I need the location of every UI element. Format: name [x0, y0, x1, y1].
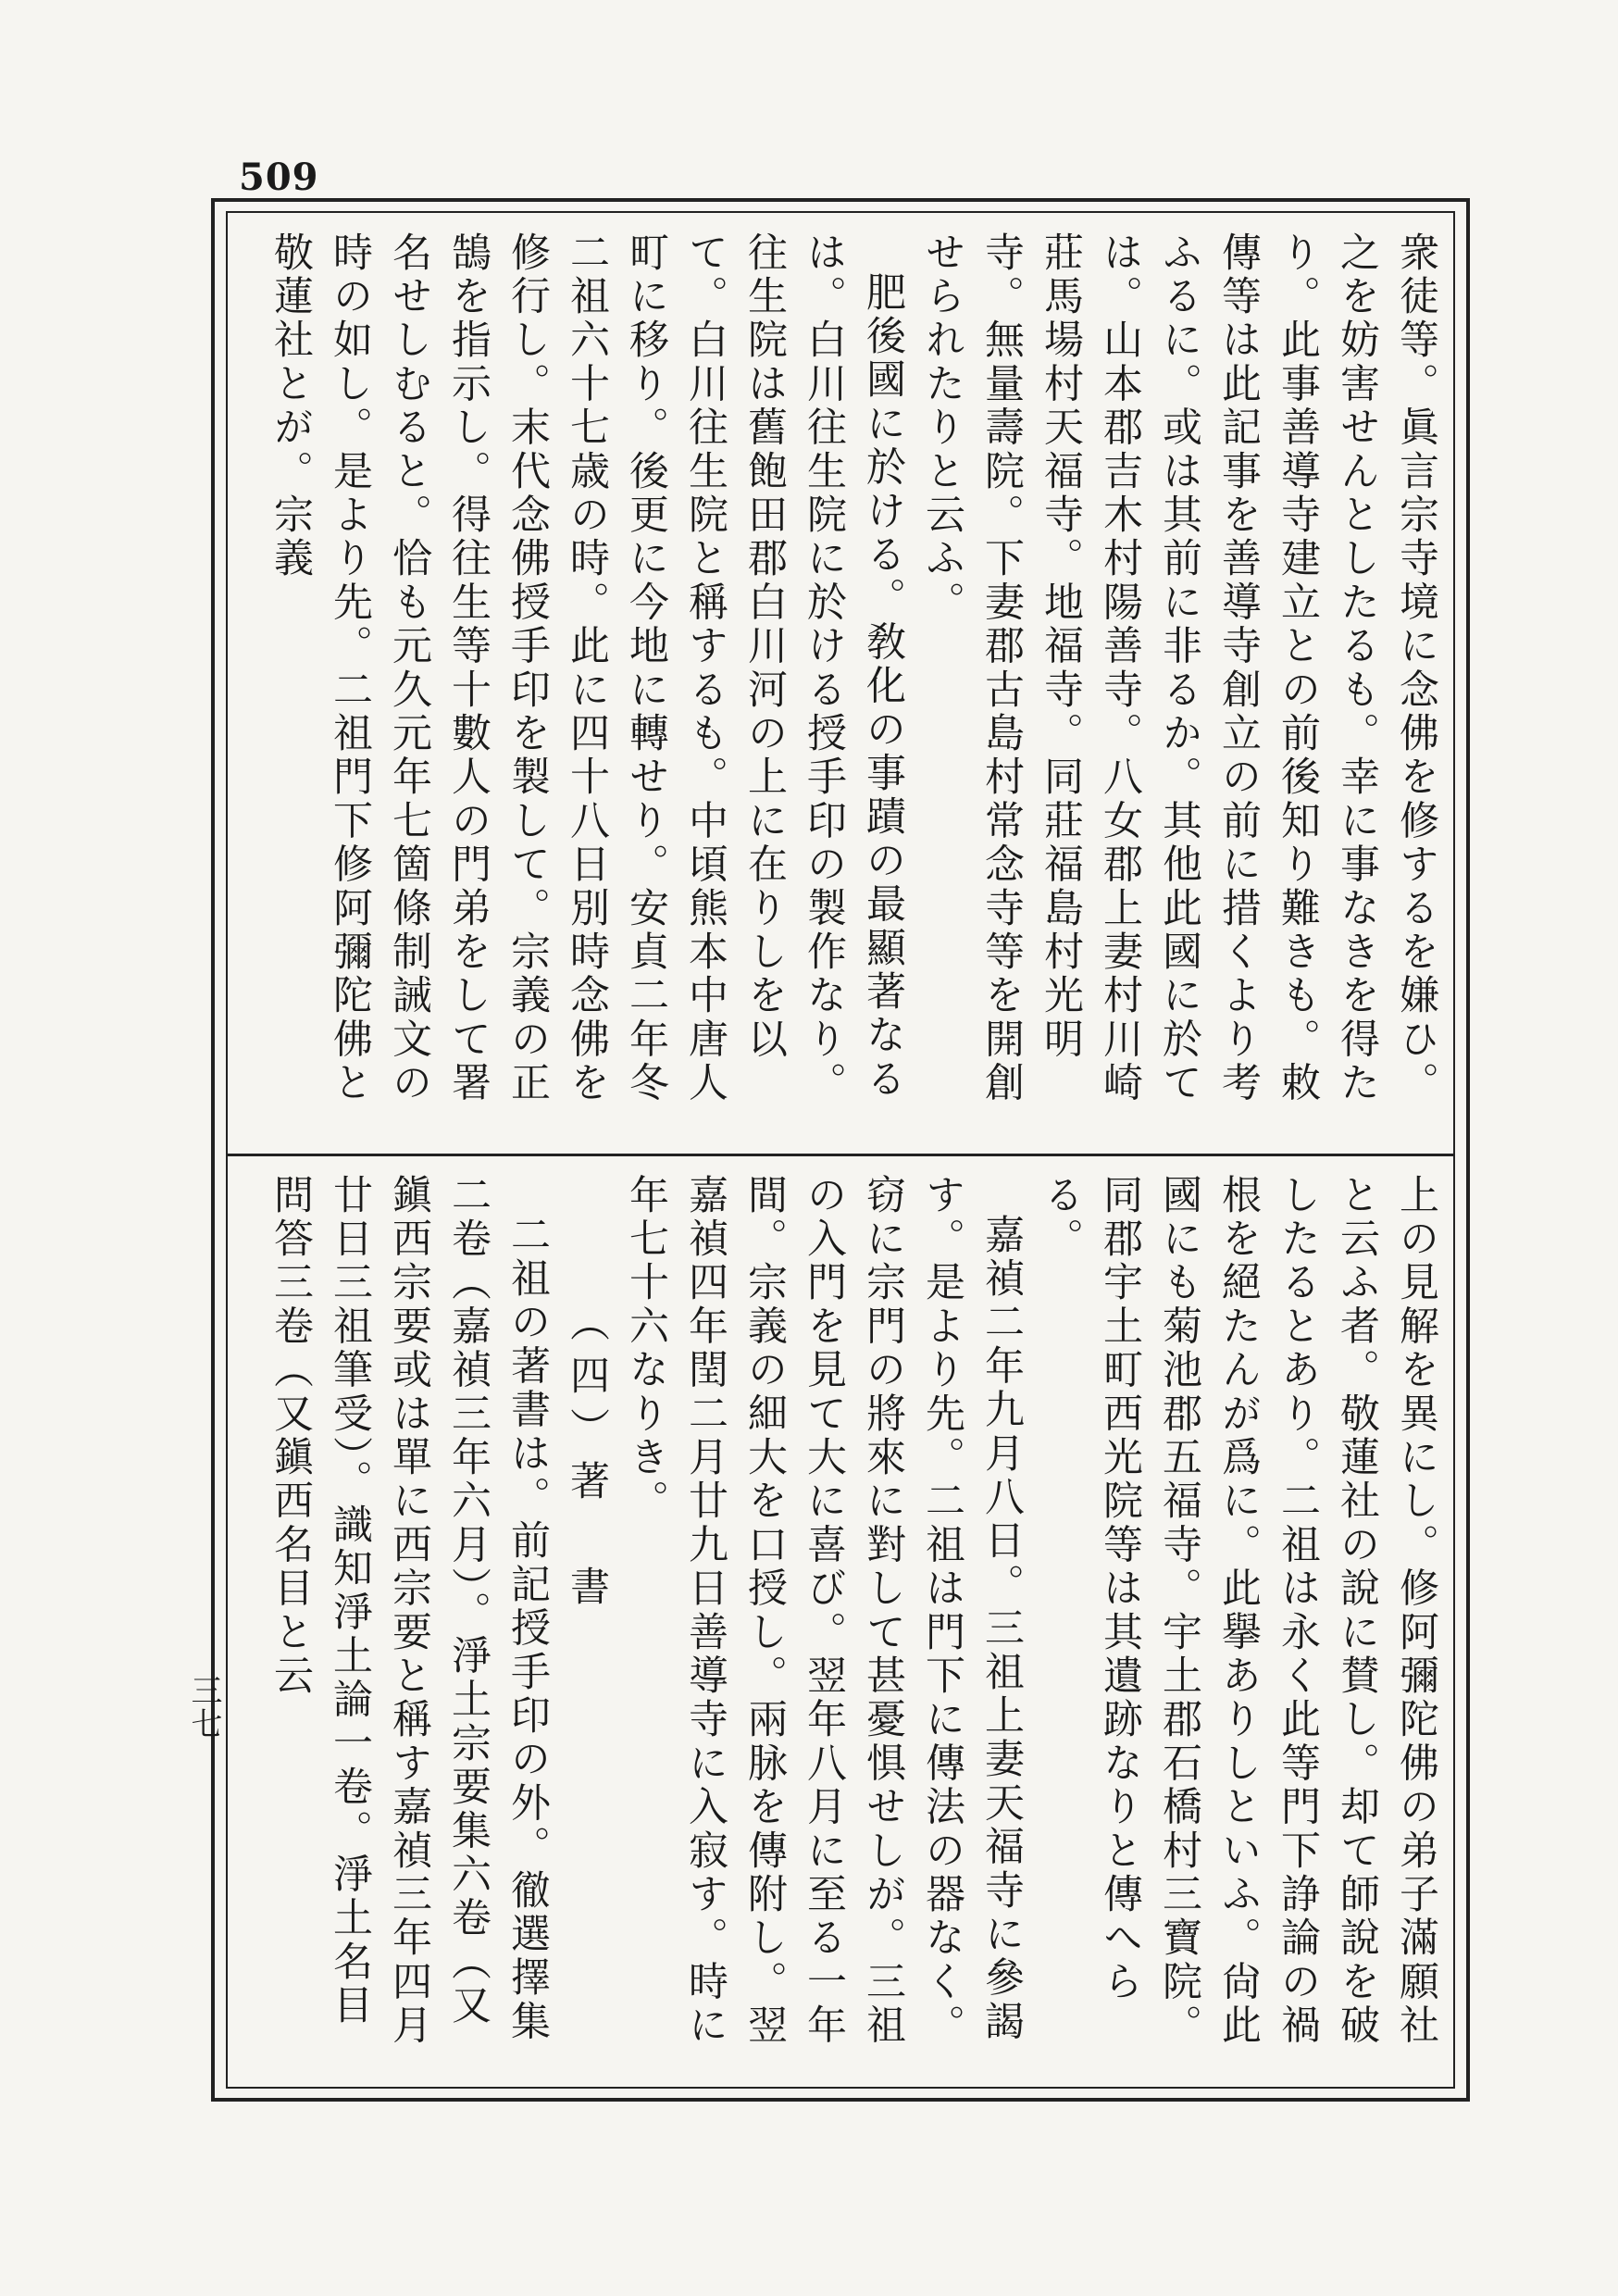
section-heading-writings: （四）著 書: [564, 1301, 610, 1618]
bottom-section: [248, 1174, 1446, 2067]
paragraph-chikugo: 衆徒等。眞言宗寺境に念佛を修するを嫌ひ。之を妨害せんとしたるも。幸に事なきを得たり。此事善導寺建立との前後知り難きも。敕傳等は此記事を善導寺創立の前に措くより考ふるに。或は其前に非るか。其他此國に於ては。山本郡吉木村陽善寺。八女郡上妻村川崎莊馬場村天福寺。地福寺。同莊福島村光明寺。無量壽院。下妻郡古島村常念寺等を開創せられたりと云ふ。: [919, 231, 1439, 1105]
paragraph-writings: 二祖の著書は。前記授手印の外。徹選擇集二卷（嘉禎三年六月）。淨土宗要集六卷（又鎭西宗要或は單に西宗要と稱す嘉禎三年四月廿日三祖筆受）。識知淨土論一卷。淨土名目問答三卷（又鎭西名目と云: [268, 1174, 551, 2048]
paragraph-higo: 肥後國に於ける。敎化の事蹟の最顯著なるは。白川往生院に於ける授手印の製作なり。往生院は舊飽田郡白川河の上に在りしを以て。白川往生院と稱するも。中頃熊本中唐人町に移り。後更に今地に轉せり。安貞二年冬二祖六十七歳の時。此に四十八日別時念佛を修行し。末代念佛授手印を製して。宗義の正鵠を指示し。得往生等十數人の門弟をして署名せしむると。恰も元久元年七箇條制誡文の時の如し。是より先。二祖門下修阿彌陀佛と敬蓮社とが。宗義: [268, 231, 906, 1105]
side-label: 三七: [185, 1674, 222, 1741]
paragraph-dispute: 上の見解を異にし。修阿彌陀佛の弟子滿願社と云ふ者。敬蓮社の說に賛し。却て師說を破したるとあり。二祖は永く此等門下諍論の禍根を絕たんが爲に。此擧ありしといふ。尙此國にも菊池郡五福寺。宇土郡石橋村三寶院。同郡宇土町西光院等は其遺跡なりと傳へらる。: [1038, 1174, 1439, 2049]
section-divider: [226, 1154, 1455, 1156]
top-section: [248, 231, 1446, 1134]
paragraph-succession: 嘉禎二年九月八日。三祖上妻天福寺に參謁す。是より先。二祖は門下に傳法の器なく。窃に宗門の將來に對して甚憂惧せしが。三祖の入門を見て大に喜び。翌年八月に至る一年間。宗義の細大を口授し。兩脉を傳附し。翌嘉禎四年閏二月廿九日善導寺に入寂す。時に年七十六なりき。: [623, 1174, 1025, 2048]
page-number: 509: [239, 156, 319, 199]
